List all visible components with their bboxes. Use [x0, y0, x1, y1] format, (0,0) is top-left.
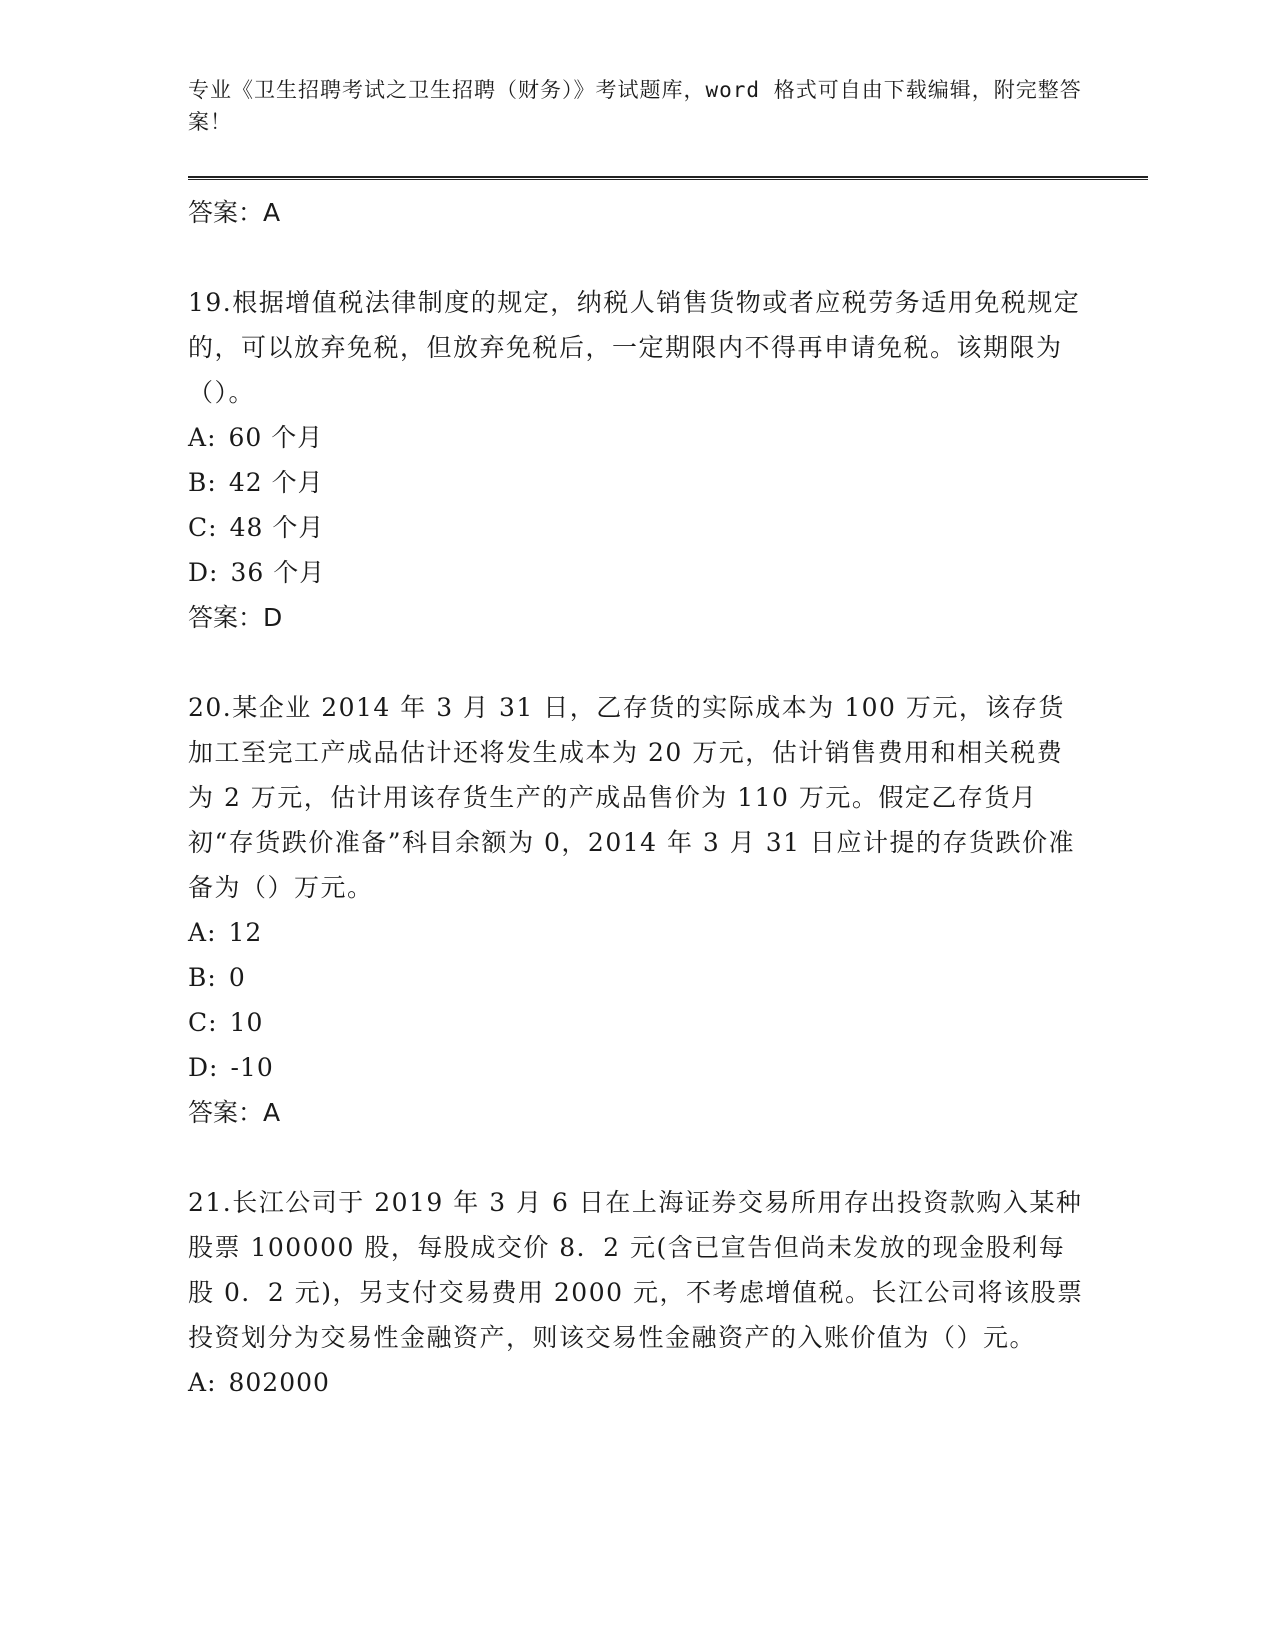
answer: 答案：A [188, 1098, 281, 1127]
spacer [188, 236, 1088, 280]
spacer [188, 1136, 1088, 1180]
document-body [188, 190, 1088, 1405]
spacer [188, 641, 1088, 685]
option-a: A: 12 [188, 918, 263, 947]
option-a: A: 802000 [188, 1368, 330, 1397]
header-divider [188, 176, 1148, 180]
question-text: 21.长江公司于 2019 年 3 月 6 日在上海证券交易所用存出投资款购入某种股票 100000 股，每股成交价 8．2 元(含已宣告但尚未发放的现金股利每股 0．2 元)，另支付交易费用 2000 元，不考虑增值税。长江公司将该股票投资划分为交易性金融资产，则该交易性金融资产的入账价值为（）元。 [188, 1188, 1084, 1352]
option-c: C: 48 个月 [188, 513, 325, 542]
question-text: 20.某企业 2014 年 3 月 31 日，乙存货的实际成本为 100 万元，该存货加工至完工产成品估计还将发生成本为 20 万元，估计销售费用和相关税费为 2 万元，估计用该存货生产的产成品售价为 110 万元。假定乙存货月初“存货跌价准备”科目余额为 0，2014 年 3 月 31 日应计提的存货跌价准备为（）万元。 [188, 693, 1075, 902]
question-21 [188, 1180, 1088, 1405]
question-text: 19.根据增值税法律制度的规定，纳税人销售货物或者应税劳务适用免税规定的，可以放弃免税，但放弃免税后，一定期限内不得再申请免税。该期限为（）。 [188, 288, 1081, 407]
option-a: A: 60 个月 [188, 423, 324, 452]
previous-answer: 答案：A [188, 198, 281, 227]
question-20 [188, 685, 1088, 1136]
option-d: D: -10 [188, 1053, 274, 1082]
option-d: D: 36 个月 [188, 558, 326, 587]
answer: 答案：D [188, 603, 283, 632]
option-b: B: 0 [188, 963, 246, 992]
question-19 [188, 280, 1088, 641]
page-header: 专业《卫生招聘考试之卫生招聘（财务）》考试题库，word 格式可自由下载编辑，附完整答案！ [188, 78, 1082, 134]
option-b: B: 42 个月 [188, 468, 324, 497]
option-c: C: 10 [188, 1008, 264, 1037]
